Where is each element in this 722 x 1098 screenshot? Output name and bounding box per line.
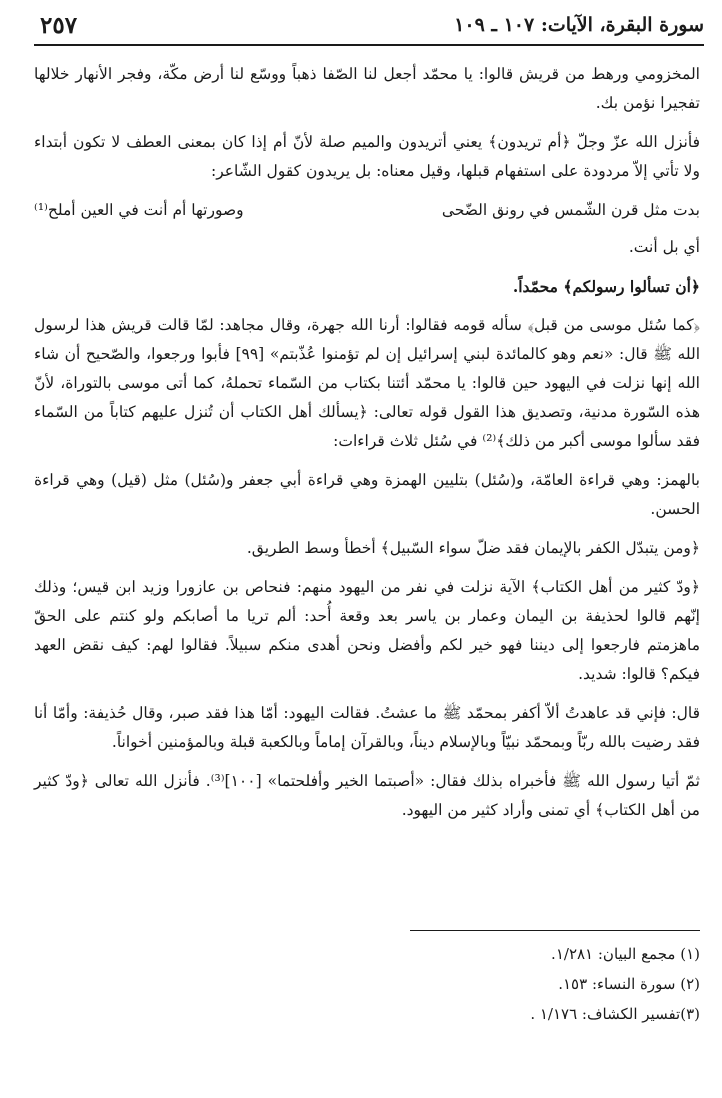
footnote: (٣)تفسير الكشاف: ١/١٧٦ . [530, 1005, 700, 1023]
verse-first-hemistich: بدت مثل قرن الشّمس في رونق الضّحى [441, 201, 700, 219]
footnote: (٢) سورة النساء: ١٥٣. [558, 975, 700, 993]
paragraph: ثمّ أتيا رسول الله ﷺ فأخبراه بذلك فقال: «أصبتما الخير وأفلحتما» [١٠٠]⁽³⁾. فأنزل الله تعالى ﴿ودّ كثير من أهل الكتاب﴾ أي تمنى وأراد كثير من اليهود. [34, 772, 701, 819]
header-divider [34, 44, 704, 46]
paragraph: ﴿كما سُئل موسى من قبل﴾ سأله قومه فقالوا: أرنا الله جهرة، وقال مجاهد: لمّا قالت قريش هذا لرسول الله ﷺ قال: «نعم وهو كالمائدة لبني إسرائيل إن لم تؤمنوا عُذّبتم» [٩٩] فأبوا ورجعوا، والصّحيح أن شاء الله إنها نزلت في اليهود حين قالوا: يا محمّد أئتنا بكتاب من السّماء تحملهُ، كما أتى موسى بالتوراة، لأنّ هذه السّورة مدنية، وتصديق هذا القول قوله تعالى: ﴿يسألك أهل الكتاب أن تُنزل عليهم كتاباً من السّماء فقد سألوا موسى أكبر من ذلك﴾⁽²⁾ في سُئل ثلاث قراءات: [34, 316, 701, 450]
footnote: (١) مجمع البيان: ١/٢٨١. [551, 945, 700, 963]
paragraph: المخزومي ورهط من قريش قالوا: يا محمّد أجعل لنا الصّفا ذهباً ووسّع لنا أرض مكّة، وفجر الأنهار خلالها تفجيرا نؤمن بك. [34, 65, 700, 112]
paragraph: قال: فإني قد عاهدتُ ألاّ أكفر بمحمّد ﷺ ما عشتُ. فقالت اليهود: أمّا هذا فقد صبر، وقال حُذيفة: وأمّا أنا فقد رضيت بالله ربّاً وبمحمّد نبيّاً وبالإسلام ديناً، وبالقرآن إماماً وبالكعبة قبلة وبالمؤمنين أخواناً. [34, 704, 700, 751]
paragraph: ﴿ومن يتبدّل الكفر بالإيمان فقد ضلّ سواء السّبيل﴾ أخطأ وسط الطريق. [246, 539, 700, 557]
footnotes [410, 930, 700, 1035]
footnote-divider [410, 930, 700, 931]
paragraph: بالهمز: وهي قراءة العامّة، و(سُئل) بتليين الهمزة وهي قراءة أبي جعفر و(سُئل) مثل (قيل) وهي قراءة الحسن. [34, 471, 700, 518]
paragraph: ﴿ودّ كثير من أهل الكتاب﴾ الآية نزلت في نفر من اليهود منهم: فنحاص بن عازورا وزيد ابن قيس؛ وذلك إنّهم قالوا لحذيفة بن اليمان وعمار بن ياسر بعد وقعة أُحد: ألم تريا ما أصابكم ولو كنتم على الحقّ ماهزمتم فارجعوا إلى ديننا فهو خير لكم وأفضل ونحن أهدى منكم سبيلاً. فقالوا لهم: كيف نقض العهد فيكم؟ قالوا: شديد. [34, 578, 700, 683]
body-text [34, 60, 700, 835]
verse-second-hemistich: وصورتها أم أنت في العين أملح⁽¹⁾ [34, 201, 244, 219]
page-number: ٢٥٧ [40, 12, 78, 39]
page-header [34, 10, 704, 42]
poetry-verse [34, 196, 700, 225]
paragraph: ﴿أن تسألوا رسولكم﴾ محمّداً. [512, 277, 700, 296]
running-title: سورة البقرة، الآيات: ١٠٧ ـ ١٠٩ [454, 14, 704, 36]
paragraph: أي بل أنت. [628, 238, 700, 256]
paragraph: فأنزل الله عزّ وجلّ ﴿أم تريدون﴾ يعني أتريدون والميم صلة لأنّ أم إذا كان بمعنى العطف لا تكون أبتداء ولا تأتي إلاّ مردودة على استفهام قبلها، وقيل معناه: بل يريدون كقول الشّاعر: [34, 133, 700, 180]
